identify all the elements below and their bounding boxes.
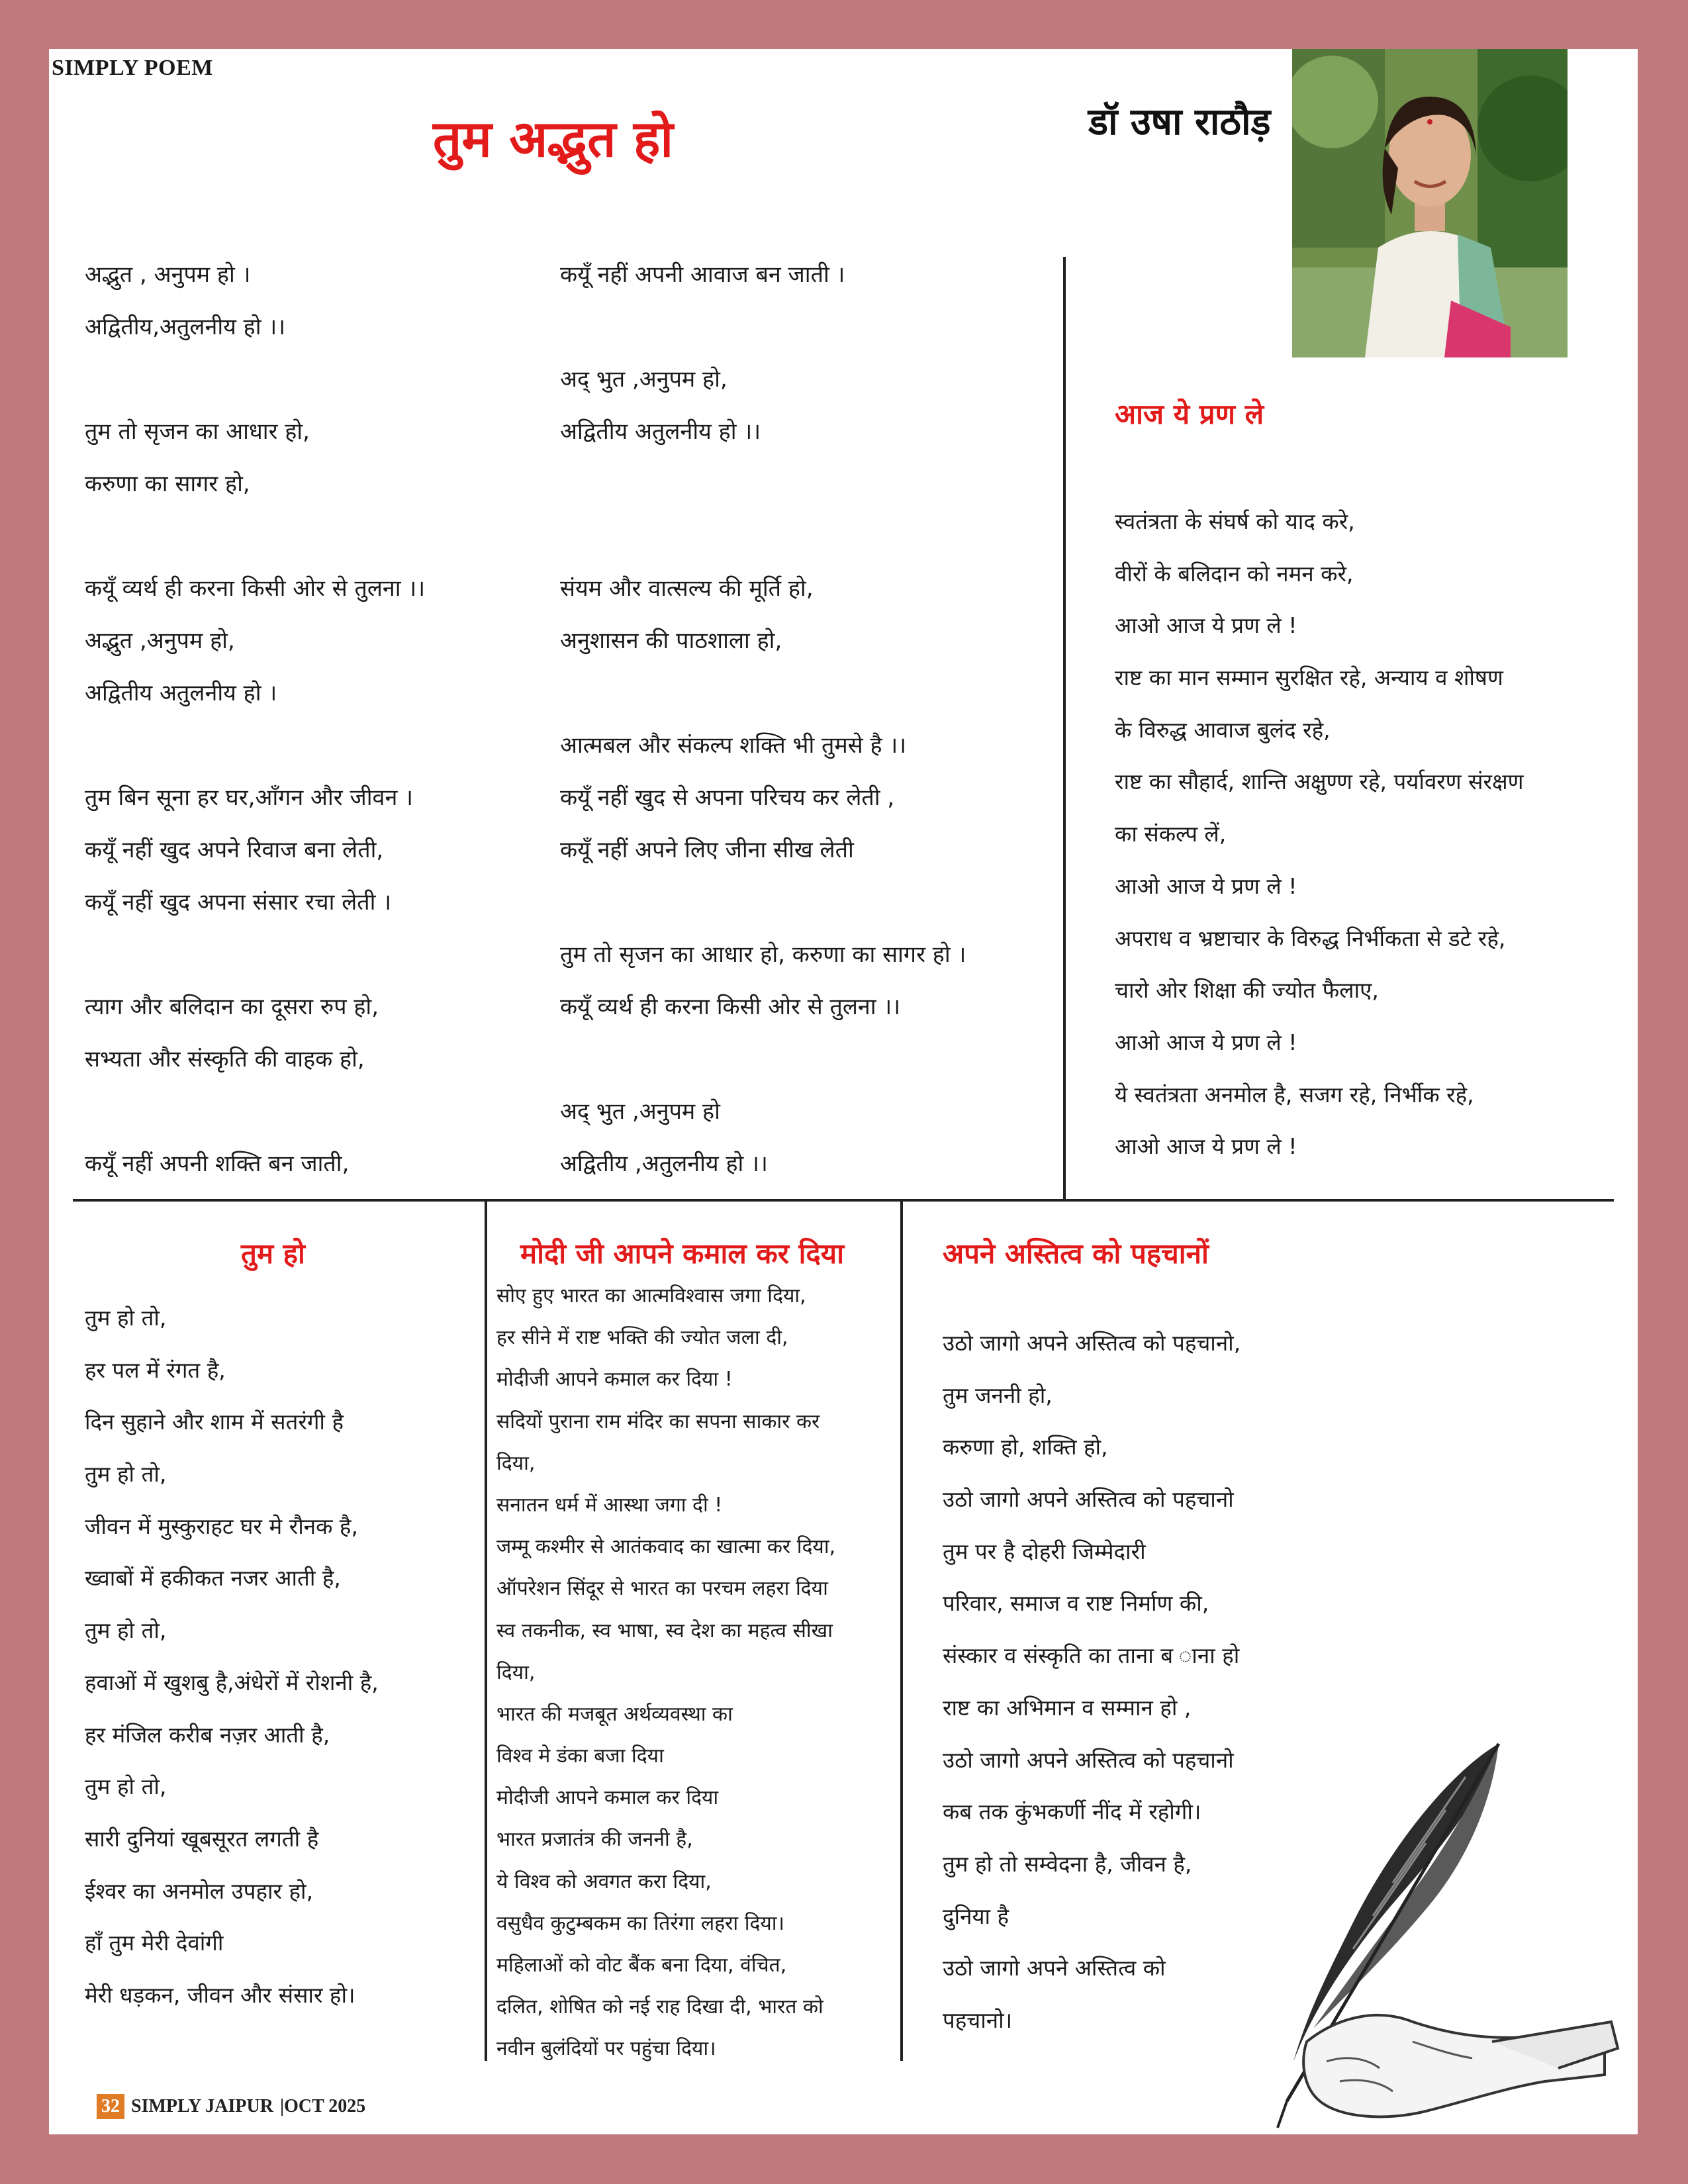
poem-title-aaj-ye-pran-le: आज ये प्रण ले — [1115, 398, 1264, 430]
poem-line: अद्वितीय ,अतुलनीय हो ।। — [560, 1151, 768, 1177]
poem-line — [560, 510, 1050, 563]
poem-line: तुम बिन सूना हर घर,आँगन और जीवन । — [85, 784, 414, 811]
poem-line: स्वतंत्रता के संघर्ष को याद करे, — [1115, 508, 1355, 534]
poem-line — [85, 1086, 508, 1138]
poem-line: तुम तो सृजन का आधार हो, — [85, 418, 310, 445]
column-divider — [1063, 257, 1066, 1200]
poem-line: आओ आज ये प्रण ले ! — [1115, 1029, 1297, 1055]
column-divider — [485, 1200, 487, 2061]
poem-line: अद्भुत , अनुपम हो । — [85, 261, 251, 288]
poem-line: आओ आज ये प्रण ले ! — [1115, 1133, 1297, 1160]
poem-title-tum-ho: तुम हो — [241, 1237, 305, 1270]
issue-date: |OCT 2025 — [279, 2096, 366, 2116]
poem-line: ख्वाबों में हकीकत नजर आती है, — [85, 1565, 341, 1591]
poem-title-tum-adbhut-ho: तुम अद्भुत हो — [433, 109, 674, 168]
poem-line: अद्वितीय अतुलनीय हो । — [85, 680, 277, 706]
poem-line: आओ आज ये प्रण ले ! — [1115, 612, 1297, 639]
poem-line: भारत प्रजातंत्र की जननी है, — [496, 1828, 693, 1852]
poem-line: कयूँ नहीं खुद अपने रिवाज बना लेती, — [85, 837, 384, 863]
poem-line: हर सीने में राष्ट भक्ति की ज्योत जला दी, — [496, 1326, 788, 1350]
poem-line: हर मंजिल करीब नज़र आती है, — [85, 1721, 330, 1748]
poem-line — [560, 1033, 1050, 1086]
poem-line — [85, 510, 508, 563]
poem-line: जीवन में मुस्कुराहट घर मे रौनक है, — [85, 1513, 358, 1539]
poem-line — [85, 929, 508, 981]
poem-line: कयूँ नहीं खुद अपना संसार रचा लेती । — [85, 889, 392, 916]
poem-line: मोदीजी आपने कमाल कर दिया ! — [496, 1368, 733, 1392]
poem-line: पहचानो। — [943, 2007, 1013, 2033]
poem-line: संस्कार व संस्कृति का ताना ब ाना हो — [943, 1642, 1240, 1669]
poem-line: मोदीजी आपने कमाल कर दिया — [496, 1786, 719, 1810]
poem-line — [85, 354, 508, 406]
poem-line: अद्वितीय,अतुलनीय हो ।। — [85, 314, 286, 340]
poem-line: कयूँ व्यर्थ ही करना किसी ओर से तुलना ।। — [560, 994, 901, 1020]
author-photo — [1292, 49, 1568, 357]
poem-line: अद् भुत ,अनुपम हो, — [560, 366, 727, 393]
poem-line: उठो जागो अपने अस्तित्व को पहचानो — [943, 1746, 1234, 1773]
poem-line: चारो ओर शिक्षा की ज्योत फैलाए, — [1115, 977, 1379, 1004]
poem-line: संयम और वात्सल्य की मूर्ति हो, — [560, 575, 814, 602]
poem-line: आत्मबल और संकल्प शक्ति भी तुमसे है ।। — [560, 732, 907, 759]
poem-line: करुणा हो, शक्ति हो, — [943, 1434, 1108, 1460]
section-label: SIMPLY POEM — [52, 56, 213, 80]
poem-line: कब तक कुंभकर्णी नींद में रहोगी। — [943, 1799, 1201, 1825]
poem-line: कयूँ नहीं खुद से अपना परिचय कर लेती , — [560, 784, 895, 811]
poem-line: उठो जागो अपने अस्तित्व को पहचानो — [943, 1486, 1234, 1513]
poem-line: सनातन धर्म में आस्था जगा दी ! — [496, 1493, 723, 1517]
poem-line: कयूँ नहीं अपनी आवाज बन जाती । — [560, 261, 845, 288]
poem3-lines — [85, 1292, 475, 2022]
poem-line: ये विश्व को अवगत करा दिया, — [496, 1870, 712, 1893]
poem-line — [560, 458, 1050, 510]
poem-line: के विरुद्ध आवाज बुलंद रहे, — [1115, 716, 1331, 743]
poem5-lines — [943, 1317, 1538, 2047]
author-name: डॉ उषा राठौड़ — [1088, 101, 1271, 144]
page-number: 32 — [97, 2094, 124, 2119]
poem-line: वसुधैव कुटुम्बकम का तिरंगा लहरा दिया। — [496, 1911, 784, 1935]
poem-line — [560, 877, 1050, 929]
poem-line: दिया, — [496, 1660, 536, 1684]
poem-line: अद् भुत ,अनुपम हो — [560, 1098, 720, 1125]
poem-line: परिवार, समाज व राष्ट निर्माण की, — [943, 1590, 1209, 1617]
poem-line: करुणा का सागर हो, — [85, 471, 250, 497]
poem-line: तुम जननी हो, — [943, 1382, 1053, 1408]
poem-line: अनुशासन की पाठशाला हो, — [560, 628, 782, 654]
poem-line: विश्व मे डंका बजा दिया — [496, 1744, 664, 1768]
poem-line: राष्ट का मान सम्मान सुरक्षित रहे, अन्याय व शोषण — [1115, 665, 1503, 691]
poem-line: नवीन बुलंदियों पर पहुंचा दिया। — [496, 2037, 716, 2061]
poem-line: स्व तकनीक, स्व भाषा, स्व देश का महत्व सीखा — [496, 1619, 833, 1642]
poem1-column-2 — [560, 249, 1050, 1190]
poem-line: राष्ट का सौहार्द, शान्ति अक्षुण्ण रहे, पर्यावरण संरक्षण — [1115, 769, 1524, 795]
poem-line: सोए हुए भारत का आत्मविश्वास जगा दिया, — [496, 1284, 806, 1307]
poem-line: आओ आज ये प्रण ले ! — [1115, 873, 1297, 899]
magazine-page — [49, 49, 1638, 2134]
poem-line: वीरों के बलिदान को नमन करे, — [1115, 560, 1354, 587]
poem-line: तुम हो तो, — [85, 1461, 167, 1488]
poem-line: तुम हो तो सम्वेदना है, जीवन है, — [943, 1850, 1192, 1877]
poem-line: उठो जागो अपने अस्तित्व को — [943, 1955, 1166, 1981]
poem-line: हवाओं में खुशबु है,अंधेरों में रोशनी है, — [85, 1669, 379, 1695]
poem-line: सदियों पुराना राम मंदिर का सपना साकार कर — [496, 1409, 820, 1433]
poem-line: अपराध व भ्रष्टाचार के विरुद्ध निर्भीकता से डटे रहे, — [1115, 925, 1506, 951]
poem-line: कयूँ व्यर्थ ही करना किसी ओर से तुलना ।। — [85, 575, 426, 602]
poem-title-modi-ji: मोदी जी आपने कमाल कर दिया — [520, 1237, 844, 1270]
poem-line: का संकल्प लें, — [1115, 821, 1227, 847]
publication-name: SIMPLY JAIPUR — [131, 2096, 273, 2116]
poem-line: हाँ तुम मेरी देवांगी — [85, 1930, 224, 1956]
poem-line: जम्मू कश्मीर से आतंकवाद का खात्मा कर दिया, — [496, 1535, 836, 1559]
poem-line: ऑपरेशन सिंदूर से भारत का परचम लहरा दिया — [496, 1577, 828, 1601]
poem-line: सभ्यता और संस्कृति की वाहक हो, — [85, 1046, 365, 1072]
poem-line — [85, 720, 508, 772]
poem-line: मेरी धड़कन, जीवन और संसार हो। — [85, 1981, 355, 2008]
poem-line: अद्भुत ,अनुपम हो, — [85, 628, 235, 654]
poem4-lines — [496, 1275, 891, 2070]
poem-line: दुनिया है — [943, 1903, 1009, 1929]
poem-line: तुम हो तो, — [85, 1774, 167, 1800]
poem-line: दिन सुहाने और शाम में सतरंगी है — [85, 1409, 344, 1435]
poem-line: भारत की मजबूत अर्थव्यवस्था का — [496, 1702, 733, 1726]
poem-line: सारी दुनियां खूबसूरत लगती है — [85, 1825, 319, 1852]
poem-line: तुम हो तो, — [85, 1305, 167, 1331]
page-footer — [97, 2094, 365, 2119]
horizontal-divider — [73, 1199, 1614, 1202]
poem-line: महिलाओं को वोट बैंक बना दिया, वंचित, — [496, 1954, 787, 1977]
poem-line: दिया, — [496, 1451, 536, 1475]
poem-line: दलित, शोषित को नई राह दिखा दी, भारत को — [496, 1995, 823, 2019]
poem-line: तुम हो तो, — [85, 1617, 167, 1644]
poem-line: ये स्वतंत्रता अनमोल है, सजग रहे, निर्भीक रहे, — [1115, 1081, 1474, 1108]
poem-line: उठो जागो अपने अस्तित्व को पहचानो, — [943, 1330, 1241, 1356]
poem-line — [560, 301, 1050, 354]
poem-line: कयूँ नहीं अपने लिए जीना सीख लेती — [560, 837, 854, 863]
poem1-column-1 — [85, 249, 508, 1190]
poem-line: हर पल में रंगत है, — [85, 1356, 226, 1383]
poem-line: कयूँ नहीं अपनी शक्ति बन जाती, — [85, 1151, 350, 1177]
poem-line: तुम पर है दोहरी जिम्मेदारी — [943, 1538, 1146, 1564]
poem2-lines — [1115, 496, 1618, 1173]
poem-line — [560, 667, 1050, 720]
column-divider — [900, 1200, 903, 2061]
poem-title-apne-astitva: अपने अस्तित्व को पहचानों — [943, 1237, 1209, 1270]
poem-line: ईश्वर का अनमोल उपहार हो, — [85, 1877, 314, 1904]
poem-line: राष्ट का अभिमान व सम्मान हो , — [943, 1694, 1192, 1721]
poem-line: त्याग और बलिदान का दूसरा रुप हो, — [85, 994, 379, 1020]
poem-line: तुम तो सृजन का आधार हो, करुणा का सागर हो । — [560, 941, 966, 968]
poem-line: अद्वितीय अतुलनीय हो ।। — [560, 418, 761, 445]
